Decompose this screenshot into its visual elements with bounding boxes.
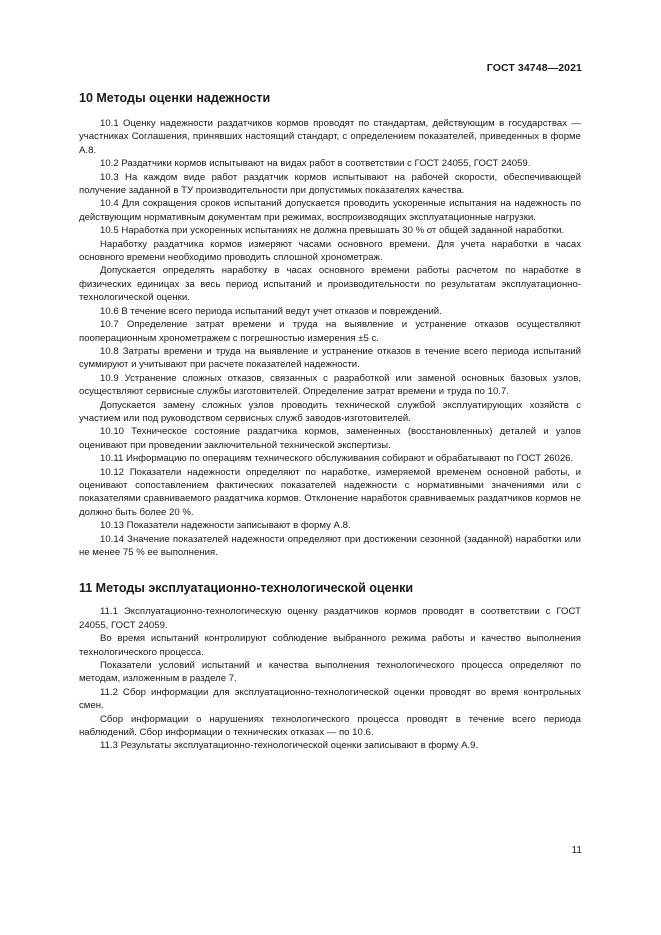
paragraph-10-11: 10.11 Информацию по операциям технического обслуживания собирают и обрабатывают по ГОСТ 26026. bbox=[100, 453, 574, 465]
paragraph-10-12: 10.12 Показатели надежности определяют по наработке, измеряемой временем основной работы, и оценивают сопоставлением фактических показателей надежности с нормативными значениями или с показателями сравниваемого раздатчика кормов. Отклонение наработок сравниваемых раздатчиков кормов не должно быть более 20 %. bbox=[79, 466, 581, 518]
paragraph-11-1-b: Показатели условий испытаний и качества выполнения технологического процесса определяют по методам, изложенным в разделе 7. bbox=[79, 660, 581, 685]
section-10-title: 10 Методы оценки надежности bbox=[79, 91, 271, 105]
paragraph-11-3: 11.3 Результаты эксплуатационно-технологической оценки записывают в форму А.9. bbox=[100, 740, 479, 752]
document-body bbox=[79, 89, 581, 753]
paragraph-10-2: 10.2 Раздатчики кормов испытывают на видах работ в соответствии с ГОСТ 24055, ГОСТ 24059. bbox=[100, 158, 531, 170]
paragraph-10-1: 10.1 Оценку надежности раздатчиков кормов проводят по стандартам, действующим в государствах — участниках Соглашения, принявших настоящий стандарт, с определением показателей, приведенных в форме А.8. bbox=[79, 118, 581, 156]
paragraph-11-1-a: Во время испытаний контролируют соблюдение выбранного режима работы и качество выполнения технологического процесса. bbox=[79, 633, 581, 658]
section-10-body bbox=[79, 117, 581, 559]
paragraph-11-2-a: Сбор информации о нарушениях технологического процесса проводят в течение всего периода наблюдений. Сбор информации о технических отказах — по 10.6. bbox=[79, 713, 581, 739]
paragraph-10-8: 10.8 Затраты времени и труда на выявление и устранение отказов в течение всего периода испытаний суммируют и учитывают при расчете показателей надежности. bbox=[79, 345, 581, 371]
paragraph-11-2: 11.2 Сбор информации для эксплуатационно-технологической оценки проводят во время контрольных смен. bbox=[79, 686, 581, 712]
page-number: 11 bbox=[571, 845, 582, 856]
paragraph-10-3: 10.3 На каждом виде работ раздатчик кормов испытывают на рабочей скорости, обеспечивающей получение заданной в ТУ производительности при допустимых показателях качества. bbox=[79, 171, 581, 197]
paragraph-11-1: 11.1 Эксплуатационно-технологическую оценку раздатчиков кормов проводят в соответствии с ГОСТ 24055, ГОСТ 24059. bbox=[79, 606, 581, 631]
section-11-title: 11 Методы эксплуатационно-технологической оценки bbox=[79, 581, 414, 596]
document-code: ГОСТ 34748—2021 bbox=[486, 62, 582, 74]
paragraph-10-5-b: Допускается определять наработку в часах основного времени работы расчетом по наработке в физических единицах за весь период испытаний и производительности по результатам эксплуатационно-технологической оценки. bbox=[79, 265, 581, 304]
paragraph-10-4: 10.4 Для сокращения сроков испытаний допускается проводить ускоренные испытания на надежность по действующим нормативным документам при режимах, воспроизводящих эксплуатационные нагрузки. bbox=[79, 198, 581, 223]
paragraph-10-5-a: Наработку раздатчика кормов измеряют часами основного времени. Для учета наработки в часах основного времени необходимо проводить сплошной хронометраж. bbox=[79, 238, 581, 264]
paragraph-10-9-a: Допускается замену сложных узлов проводить технической службой эксплуатирующих хозяйств с участием или под руководством сервисных служб заводов-изготовителей. bbox=[79, 399, 581, 424]
paragraph-10-6: 10.6 В течение всего периода испытаний ведут учет отказов и повреждений. bbox=[100, 305, 442, 317]
paragraph-10-10: 10.10 Техническое состояние раздатчика кормов, замененных (восстановленных) деталей и узлов оценивают при проведении заключительной технической экспертизы. bbox=[79, 426, 581, 451]
paragraph-10-5: 10.5 Наработка при ускоренных испытаниях не должна превышать 30 % от общей заданной наработки. bbox=[100, 225, 565, 237]
paragraph-10-13: 10.13 Показатели надежности записывают в форму А.8. bbox=[100, 520, 351, 532]
paragraph-10-9: 10.9 Устранение сложных отказов, связанных с разработкой или заменой основных базовых узлов, осуществляют сервисные службы изготовителей. Определение затрат времени и труда по 10.7. bbox=[79, 372, 581, 398]
paragraph-10-14: 10.14 Значение показателей надежности определяют при достижении сезонной (заданной) наработки или не менее 75 % ее выполнения. bbox=[79, 533, 581, 558]
section-11-body bbox=[79, 605, 581, 752]
paragraph-10-7: 10.7 Определение затрат времени и труда на выявление и устранение отказов осуществляют пооперационным хронометражем с погрешностью измерения ±5 с. bbox=[79, 319, 581, 344]
